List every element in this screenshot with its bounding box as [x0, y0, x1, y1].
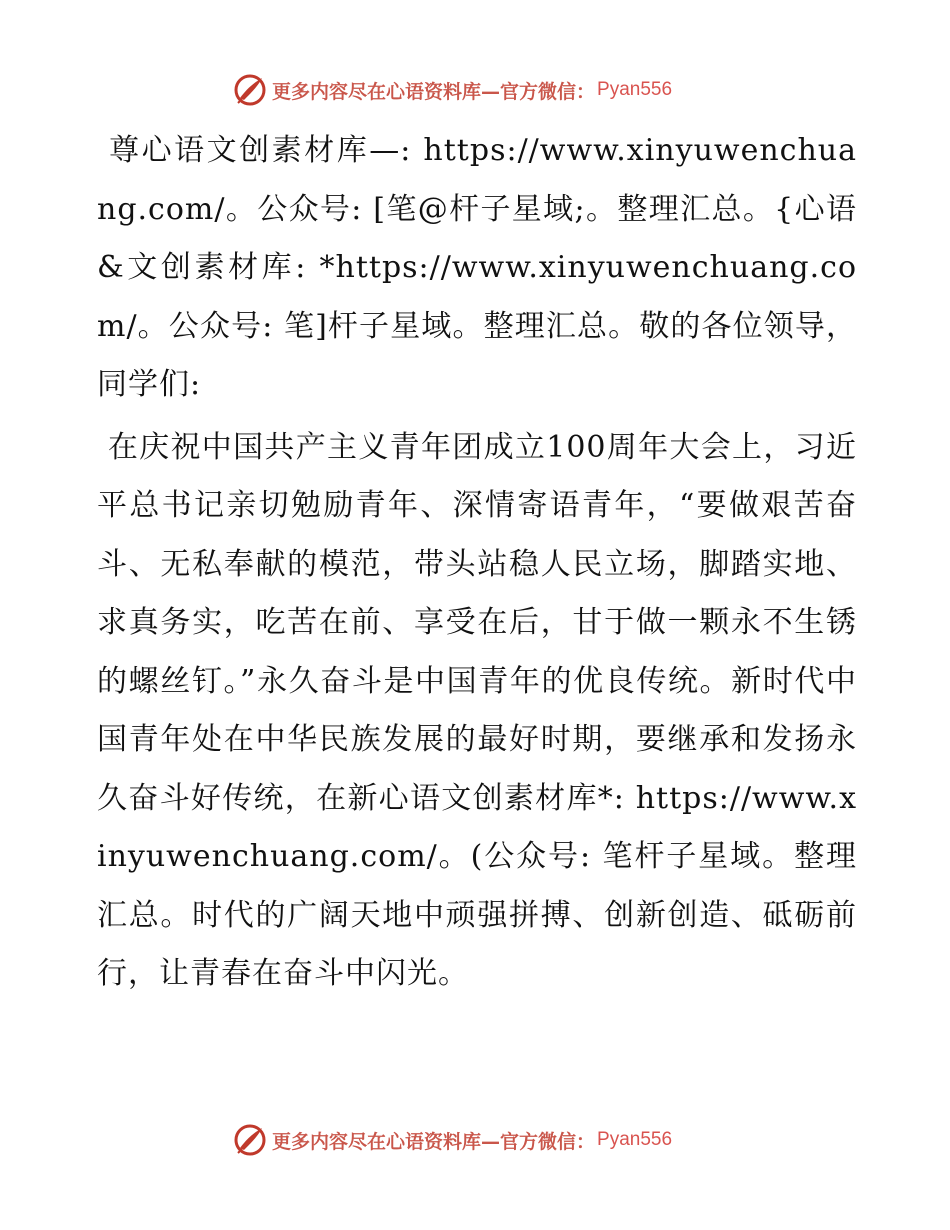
quill-pen-logo-icon: [232, 72, 268, 108]
footer-banner: [232, 1122, 672, 1158]
document-body: [97, 122, 857, 1004]
footer-banner-text: 更多内容尽在心语资料库—官方微信：: [272, 1130, 596, 1153]
footer-banner-account: Pyan556: [597, 1129, 673, 1150]
header-banner-text: 更多内容尽在心语资料库—官方微信：: [272, 80, 596, 103]
header-banner: [232, 72, 672, 108]
quill-pen-logo-icon: [232, 1122, 268, 1158]
paragraph-intro: 尊心语文创素材库—: https://www.xinyuwenchuang.com/。公众号: [笔@杆子星域;。整理汇总。{心语&文创素材库: *https://www.xinyuwenchuang.com/。公众号: 笔]杆子星域。整理汇总。敬的各位领导，同学们:: [97, 133, 857, 402]
paragraph-main: 在庆祝中国共产主义青年团成立100周年大会上，习近平总书记亲切勉励青年、深情寄语青年，“要做艰苦奋斗、无私奉献的模范，带头站稳人民立场，脚踏实地、求真务实，吃苦在前、享受在后，甘于做一颗永不生锈的螺丝钉。”永久奋斗是中国青年的优良传统。新时代中国青年处在中华民族发展的最好时期，要继承和发扬永久奋斗好传统，在新心语文创素材库*: https://www.xinyuwenchuang.com/。(公众号: 笔杆子星域。整理汇总。时代的广阔天地中顽强拼搏、创新创造、砥砺前行，让青春在奋斗中闪光。: [97, 429, 857, 991]
header-banner-account: Pyan556: [597, 79, 673, 100]
